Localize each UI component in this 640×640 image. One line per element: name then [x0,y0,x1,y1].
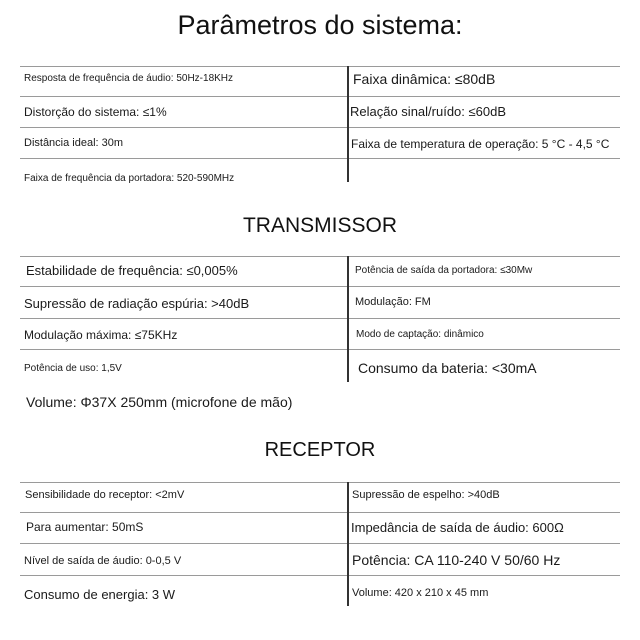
divider [20,318,620,319]
spec-signal-noise-ratio: Relação sinal/ruído: ≤60dB [350,104,507,119]
transmitter-title: TRANSMISSOR [242,214,397,237]
divider [20,127,620,128]
divider [20,158,620,159]
divider [20,543,620,544]
divider [20,286,620,287]
spec-receiver-sensitivity: Sensibilidade do receptor: <2mV [25,489,185,501]
spec-frequency-stability: Estabilidade de frequência: ≤0,005% [26,263,238,278]
receiver-title: RECEPTOR [264,439,376,461]
column-divider [347,66,349,182]
spec-pickup-mode: Modo de captação: dinâmico [356,329,484,340]
divider [20,482,620,483]
column-divider [347,482,349,606]
divider [20,349,620,350]
column-divider [347,256,349,382]
spec-max-modulation: Modulação máxima: ≤75KHz [24,328,178,342]
spec-operating-power: Potência de uso: 1,5V [24,363,122,374]
spec-spurious-suppression: Supressão de radiação espúria: >40dB [24,296,250,311]
divider [20,512,620,513]
spec-modulation: Modulação: FM [355,296,431,308]
spec-battery-consumption: Consumo da bateria: <30mA [358,360,537,376]
divider [20,96,620,97]
spec-audio-output-level: Nível de saída de áudio: 0-0,5 V [24,555,182,567]
spec-system-distortion: Distorção do sistema: ≤1% [24,105,167,119]
divider [20,66,620,67]
spec-operating-temperature: Faixa de temperatura de operação: 5 °C - 4,5 °C [351,137,610,151]
spec-audio-frequency-response: Resposta de frequência de áudio: 50Hz-18KHz [24,73,234,84]
spec-power-consumption: Consumo de energia: 3 W [24,587,176,602]
spec-ideal-distance: Distância ideal: 30m [24,137,124,149]
spec-image-rejection: Supressão de espelho: >40dB [352,489,500,501]
spec-receiver-volume: Volume: 420 x 210 x 45 mm [352,587,489,599]
spec-carrier-frequency-range: Faixa de frequência da portadora: 520-590MHz [24,173,235,184]
spec-carrier-output-power: Potência de saída da portadora: ≤30Mw [355,265,533,276]
spec-audio-output-impedance: Impedância de saída de áudio: 600Ω [351,520,564,535]
page-title: Parâmetros do sistema: [177,10,463,40]
spec-power-supply: Potência: CA 110-240 V 50/60 Hz [352,552,561,568]
spec-attack-time: Para aumentar: 50mS [26,520,144,534]
spec-transmitter-volume: Volume: Φ37X 250mm (microfone de mão) [26,394,293,410]
divider [20,256,620,257]
divider [20,575,620,576]
spec-dynamic-range: Faixa dinâmica: ≤80dB [353,71,496,87]
